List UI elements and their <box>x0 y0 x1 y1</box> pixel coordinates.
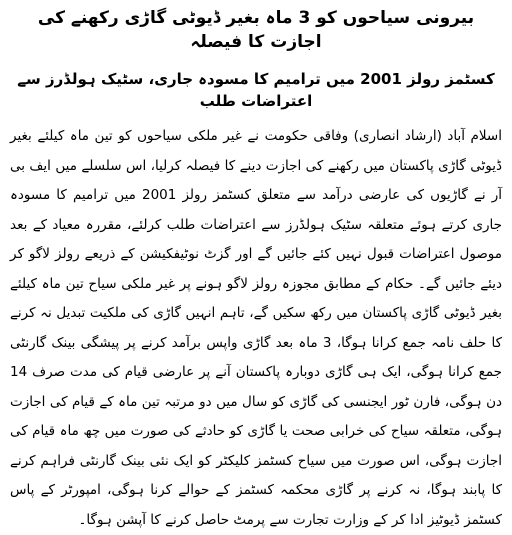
subheadline: کسٹمز رولز 2001 میں ترامیم کا مسودہ جاری، سٹیک ہولڈرز سے اعتراضات طلب <box>17 70 495 110</box>
headline: بیرونی سیاحوں کو 3 ماہ بغیر ڈیوٹی گاڑی رکھنے کی اجازت کا فیصلہ <box>37 8 475 52</box>
article-body: اسلام آباد (ارشاد انصاری) وفاقی حکومت نے غیر ملکی سیاحوں کو تین ماہ کیلئے بغیر ڈیوٹی گاڑی پاکستان میں رکھنے کی اجازت دینے کا فیصلہ کرلیا، اس سلسلے میں ایف بی آر نے گاڑیوں کی عارضی درآمد سے متعلق کسٹمز رولز 2001 میں ترامیم کا مسودہ جاری کرتے ہوئے متعلقہ سٹیک ہولڈرز سے اعتراضات طلب کرلئے، مقررہ معیاد کے بعد موصول اعتراضات قبول نہیں کئے جائیں گے اور گزٹ نوٹیفکیشن کے ذریعے رولز لاگو کر دیئے جائیں گے۔ حکام کے مطابق مجوزہ رولز لاگو ہونے پر غیر ملکی سیاح تین ماہ کیلئے بغیر ڈیوٹی گاڑی پاکستان میں رکھ سکیں گے، تاہم انہیں گاڑی کی ملکیت تبدیل نہ کرنے کا حلف نامہ جمع کرانا ہوگا، 3 ماہ بعد گاڑی واپس برآمد کرنے پر پیشگی بینک گارنٹی جمع کرانا ہوگی، ایک ہی گاڑی دوبارہ پاکستان آنے پر عارضی قیام کی مدت صرف 14 دن ہوگی، فارن ٹور ایجنسی کی گاڑی کو سال میں دو مرتبہ تین ماہ کے قیام کی اجازت ہوگی، متعلقہ سیاح کی خرابی صحت یا گاڑی کو حادثے کی صورت میں چھ ماہ قیام کی اجازت ہوگی، اس صورت میں سیاح کسٹمز کلیکٹر کو ایک نئی بینک گارنٹی فراہم کرنے کا پابند ہوگا، نہ کرنے پر گاڑی محکمہ کسٹمز کے حوالے کرنا ہوگی، امپورٹر کے پاس کسٹمز ڈیوٹیز ادا کر کے وزارت تجارت سے پرمٹ حاصل کرنے کا آپشن ہوگا۔ <box>10 128 503 528</box>
